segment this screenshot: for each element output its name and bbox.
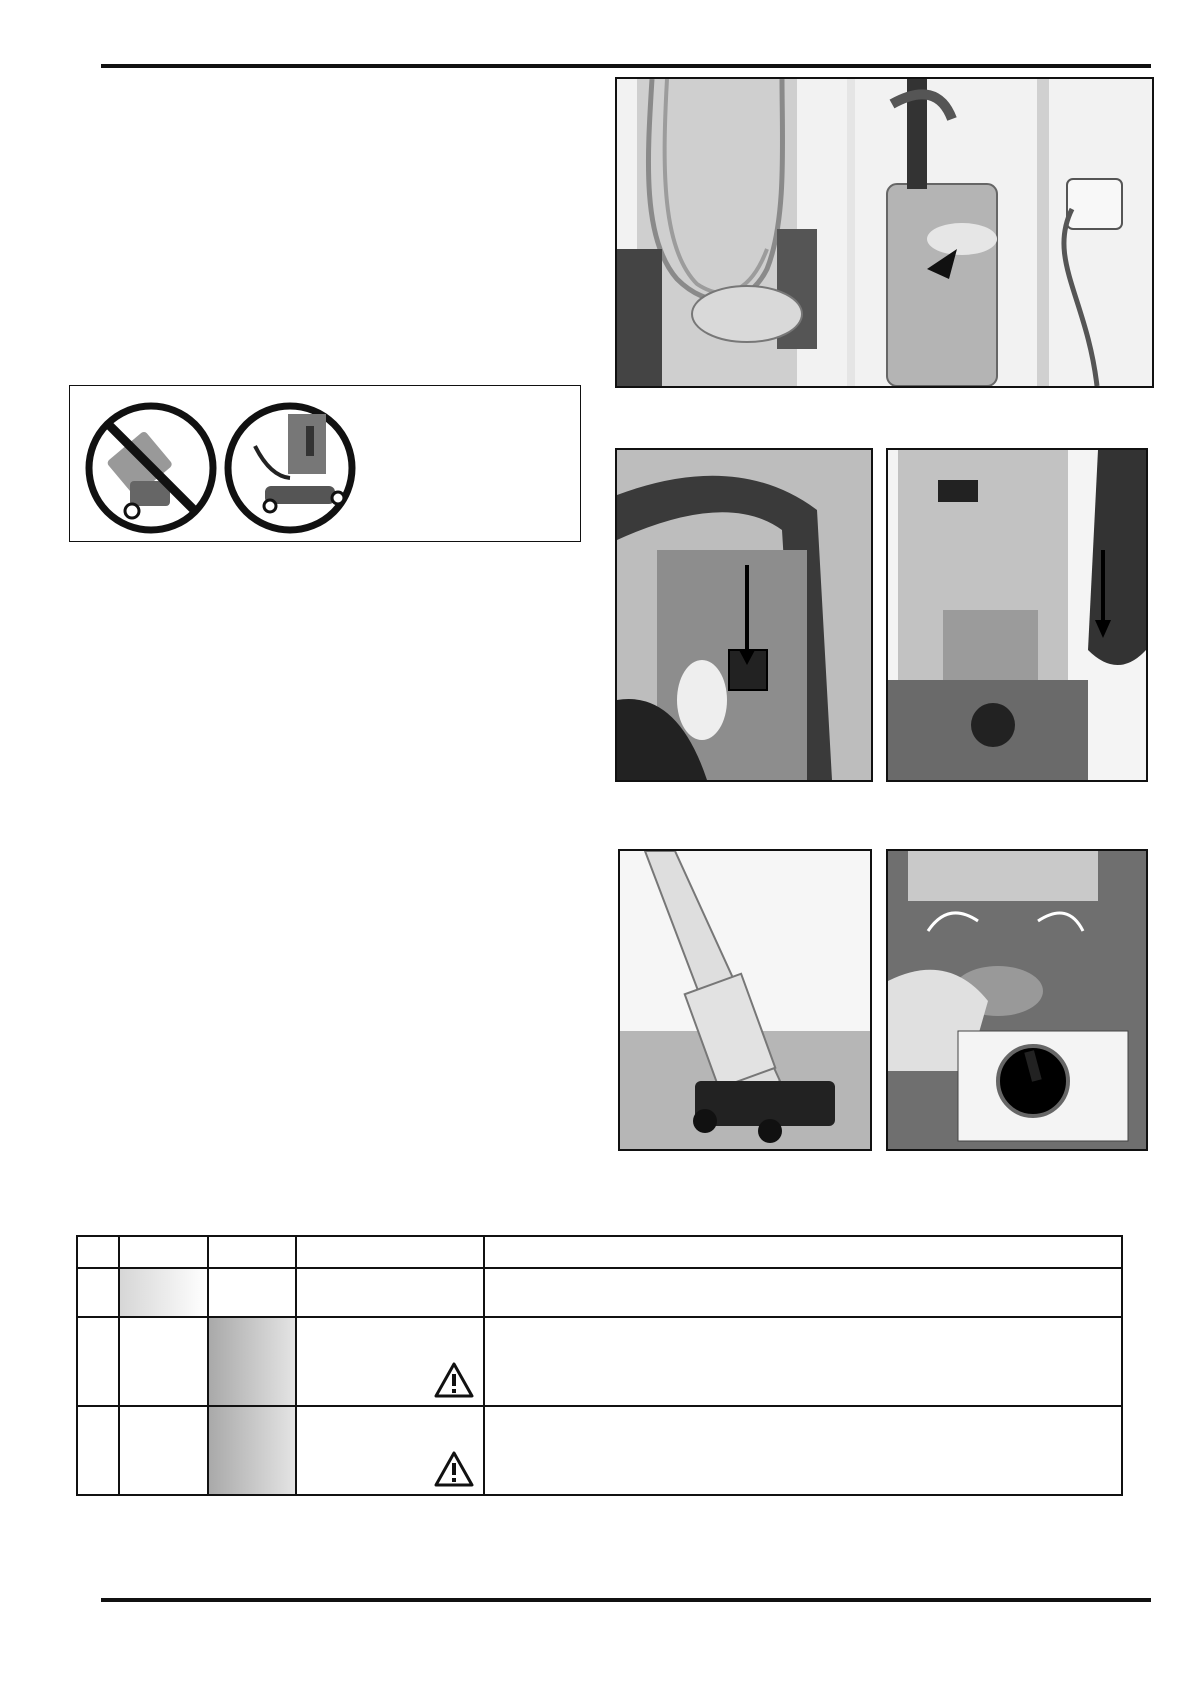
photo-cord-handle-strip [615, 77, 1154, 388]
warning-triangle-icon [433, 1450, 475, 1488]
table-cell [296, 1406, 484, 1495]
photo-upright-cleaner [618, 849, 872, 1151]
table-header-row [77, 1236, 1122, 1268]
table-cell [484, 1317, 1122, 1406]
table-cell [77, 1317, 119, 1406]
top-rule [101, 64, 1151, 68]
table-cell [296, 1268, 484, 1317]
table-cell [77, 1236, 119, 1268]
table-cell [119, 1236, 208, 1268]
table-cell-shaded [119, 1268, 208, 1317]
table-cell [208, 1236, 296, 1268]
table-cell [484, 1236, 1122, 1268]
upright-vacuum-photo-icon [620, 851, 870, 1149]
photo-power-switch [615, 448, 873, 782]
table-cell [119, 1406, 208, 1495]
warning-triangle-icon [433, 1361, 475, 1399]
table-cell [484, 1406, 1122, 1495]
bottom-rule [101, 1598, 1151, 1602]
table-cell [77, 1406, 119, 1495]
table-row [77, 1406, 1122, 1495]
correct-handling-icon [228, 406, 352, 530]
table-cell [484, 1268, 1122, 1317]
settings-table [76, 1235, 1123, 1496]
table-cell-shaded [208, 1406, 296, 1495]
table-row [77, 1268, 1122, 1317]
table-cell [296, 1317, 484, 1406]
table-cell-shaded [208, 1317, 296, 1406]
height-adjust-dial-photo-icon [888, 851, 1146, 1149]
handling-pictograms [70, 386, 580, 541]
foot-release-pedal-photo-icon [888, 450, 1146, 780]
table-cell [77, 1268, 119, 1317]
cord-hook-handle-release-photo-icon [617, 79, 1152, 386]
table-row [77, 1317, 1122, 1406]
power-switch-photo-icon [617, 450, 871, 780]
photo-foot-pedal [886, 448, 1148, 782]
handling-notice-box [69, 385, 581, 542]
table-cell [296, 1236, 484, 1268]
no-pushing-on-nozzle-icon [89, 406, 213, 530]
table-cell [208, 1268, 296, 1317]
photo-height-dial [886, 849, 1148, 1151]
table-cell [119, 1317, 208, 1406]
